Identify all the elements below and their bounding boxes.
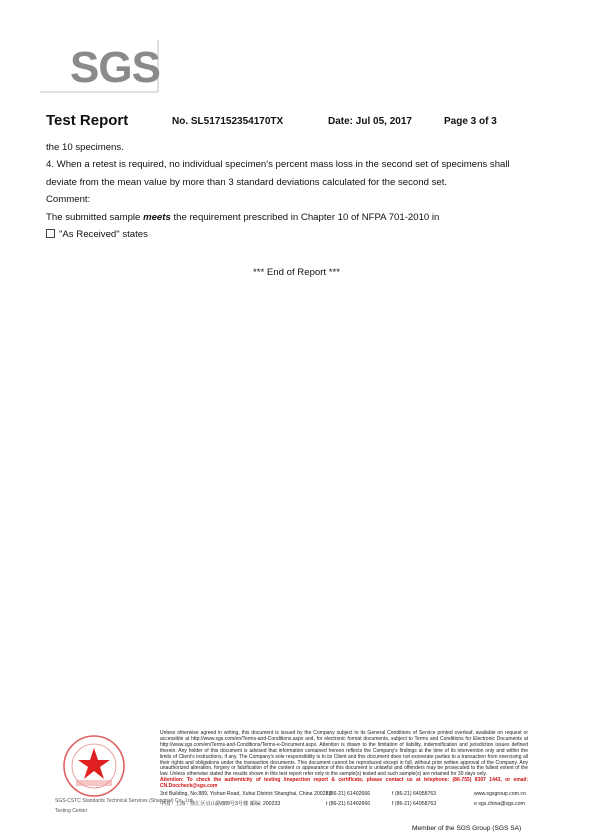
testing-center: Testing Center xyxy=(55,808,88,814)
conclusion-post: the requirement prescribed in Chapter 10 of NFPA 701-2010 in xyxy=(170,211,440,223)
address-en xyxy=(160,792,528,798)
conclusion xyxy=(46,209,556,226)
report-body xyxy=(46,139,556,243)
address-text: 3rd Building, No.889, Yishan Road, Xuhui District Shanghai, China 200233 xyxy=(160,791,332,798)
phone-cn: t (86-21) 61402666 xyxy=(326,800,371,807)
address-cn xyxy=(160,802,528,808)
company-name: SGS-CSTC Standards Technical Services (Shanghai) Co., Ltd. xyxy=(55,798,194,804)
body-line: 4. When a retest is required, no individual specimen's percent mass loss in the second set of specimens shall xyxy=(46,159,510,171)
email-link[interactable]: e sgs.china@sgs.com xyxy=(474,800,525,807)
body-line: deviate from the mean value by more than 3 standard deviations calculated for the second set. xyxy=(46,176,448,188)
conclusion-pre: The submitted sample xyxy=(46,211,144,223)
report-date: Date: Jul 05, 2017 xyxy=(328,116,412,127)
terms-fine-print xyxy=(160,731,528,808)
body-line: the 10 specimens. xyxy=(46,142,124,153)
page-number: Page 3 of 3 xyxy=(444,116,497,127)
address-text-cn: 中国 · 上海 · 徐汇区宜山路889号3号楼 邮编: 200233 xyxy=(160,800,281,807)
report-title: Test Report xyxy=(46,112,129,129)
website-link[interactable]: www.sgsgroup.com.cn xyxy=(474,791,526,798)
checkbox-icon xyxy=(46,229,55,238)
state-text: "As Received" states xyxy=(59,229,148,241)
report-number: No. SL517152354170TX xyxy=(172,116,284,127)
phone: t (86-21) 61402666 xyxy=(326,791,371,798)
fax-cn: f (86-21) 64958763 xyxy=(392,800,437,807)
comment-label: Comment: xyxy=(46,194,91,206)
sgs-member-note: Member of the SGS Group (SGS SA) xyxy=(412,825,522,832)
fax: f (86-21) 64958763 xyxy=(392,791,437,798)
sgs-logo xyxy=(40,40,160,98)
state-line xyxy=(46,226,556,243)
end-of-report: *** End of Report *** xyxy=(253,267,340,278)
conclusion-verdict: meets xyxy=(143,211,171,223)
inspection-seal-icon xyxy=(62,734,126,798)
terms-text: Unless otherwise agreed in writing, this document is issued by the Company subject to its General Conditions of Service printed overleaf, available on request or accessible at http://www.sgs.com/en/Terms-and-Conditions.aspx and, for electronic format documents, subject to Terms and Conditions for Electronic Documents at http://www.sgs.com/en/Terms-and-Conditions/Terms-e-Document.aspx. Attention is drawn to the limitation of liability, indemnification and jurisdiction issues defined therein. Any holder of this document is advised that information contained hereon reflects the Company's findings at the time of its intervention only and within the limits of Client's instructions, if any. The Company's sole responsibility is to its Client and this document does not exonerate parties to a transaction from exercising all their rights and obligations under the transaction documents. This document cannot be reproduced except in full, without prior written approval of the Company. Any unauthorized alteration, forgery or falsification of the content or appearance of this document is unlawful and offenders may be prosecuted to the fullest extent of the law. Unless otherwise stated the results shown in this test report refer only to the sample(s) tested and such sample(s) are retained for 30 days only. xyxy=(160,730,528,778)
logo-text: SGS xyxy=(70,43,160,92)
authenticity-notice: Attention: To check the authenticity of testing /inspection report & certificate, please contact us at telephone: (86-755) 8307 1443, or email: CN.Doccheck@sgs.com xyxy=(160,777,528,790)
